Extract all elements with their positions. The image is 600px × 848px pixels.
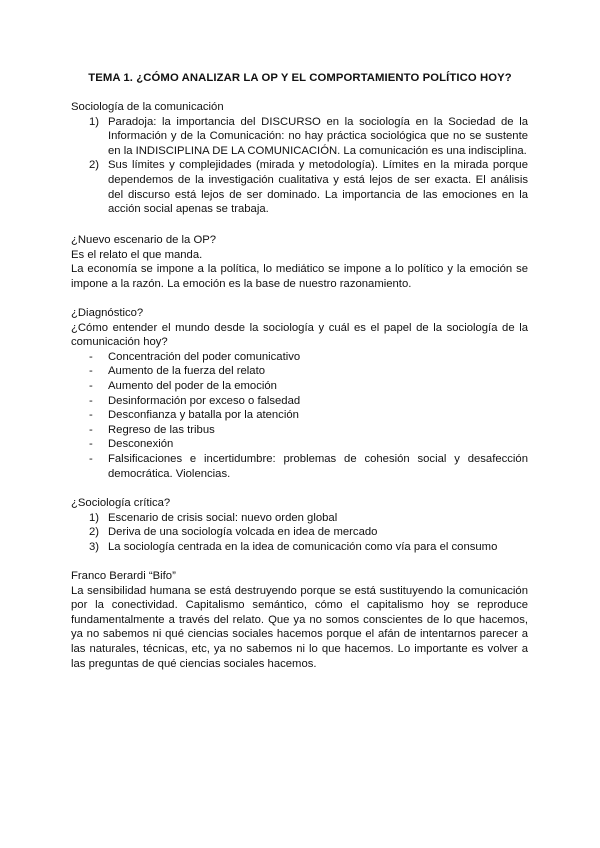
item-text: Concentración del poder comunicativo bbox=[108, 350, 301, 363]
numbered-list bbox=[71, 511, 528, 555]
item-text: Sus límites y complejidades (mirada y metodología). Límites en la mirada porque dependemos de la investigación cualitativa y está lejos de ser exacta. El análisis del discurso está lejos de ser dominado. La importancia de las emociones en la acción social apenas se trabaja. bbox=[108, 159, 528, 216]
section-heading: Franco Berardi “Bifo” bbox=[71, 570, 176, 582]
numbered-list bbox=[71, 115, 528, 217]
paragraph: Es el relato el que manda. bbox=[71, 248, 203, 261]
paragraph: ¿Cómo entender el mundo desde la sociología y cuál es el papel de la sociología de la comunicación hoy? bbox=[71, 321, 528, 349]
list-item bbox=[71, 364, 528, 379]
list-item bbox=[71, 394, 528, 409]
item-text: Aumento de la fuerza del relato bbox=[108, 365, 265, 378]
dash-bullet: - bbox=[89, 423, 93, 436]
item-text: Desconfianza y batalla por la atención bbox=[108, 409, 299, 422]
section-heading: Sociología de la comunicación bbox=[71, 101, 224, 113]
item-number: 2) bbox=[89, 526, 100, 539]
list-item bbox=[71, 423, 528, 438]
item-text: Desinformación por exceso o falsedad bbox=[108, 394, 301, 407]
item-text: Falsificaciones e incertidumbre: problemas de cohesión social y desafección democrática. Violencias. bbox=[108, 452, 528, 480]
dash-bullet: - bbox=[89, 409, 93, 422]
list-item bbox=[71, 115, 528, 159]
list-item bbox=[71, 452, 528, 481]
document-title: TEMA 1. ¿CÓMO ANALIZAR LA OP Y EL COMPORTAMIENTO POLÍTICO HOY? bbox=[88, 72, 512, 84]
item-number: 2) bbox=[89, 159, 100, 172]
item-text: Paradoja: la importancia del DISCURSO en la sociología en la Sociedad de la Información y de la Comunicación: no hay práctica sociológica que no se sustente en la INDISCIPLINA DE LA COMUNICACIÓN. La comunicación es una indisciplina. bbox=[108, 115, 528, 157]
dash-bullet: - bbox=[89, 452, 93, 465]
dash-bullet: - bbox=[89, 394, 93, 407]
paragraph: La economía se impone a la política, lo mediático se impone a lo político y la emoción se impone a la razón. La emoción es la base de nuestro razonamiento. bbox=[71, 263, 528, 290]
section-heading: ¿Diagnóstico? bbox=[71, 307, 144, 319]
item-text: Escenario de crisis social: nuevo orden global bbox=[108, 511, 338, 524]
section-nuevo-escenario bbox=[71, 233, 528, 291]
list-item bbox=[71, 511, 528, 526]
paragraph: La sensibilidad humana se está destruyendo porque se está sustituyendo la comunicación por la conectividad. Capitalismo semántico, cómo el capitalismo hoy se reproduce fundamentalmente a través del relato. Que ya no somos conscientes de lo que hacemos, ya no sabemos ni qué ciencias sociales hacemos porque el afán de intentarnos parecer a las naturales, técnicas, etc, ya no sabemos ni lo que hacemos. Lo importante es volver a las preguntas de qué ciencias sociales hacemos. bbox=[71, 584, 528, 670]
dash-bullet: - bbox=[89, 438, 93, 451]
item-text: Regreso de las tribus bbox=[108, 423, 215, 436]
item-number: 1) bbox=[89, 115, 100, 128]
dash-list bbox=[71, 350, 528, 481]
section-heading: ¿Nuevo escenario de la OP? bbox=[71, 234, 217, 246]
item-text: La sociología centrada en la idea de comunicación como vía para el consumo bbox=[108, 540, 498, 553]
section-franco-berardi bbox=[71, 569, 528, 671]
list-item bbox=[71, 379, 528, 394]
dash-bullet: - bbox=[89, 365, 93, 378]
item-number: 1) bbox=[89, 511, 100, 524]
item-text: Deriva de una sociología volcada en idea de mercado bbox=[108, 526, 378, 539]
item-number: 3) bbox=[89, 540, 100, 553]
list-item bbox=[71, 437, 528, 452]
list-item bbox=[71, 350, 528, 365]
item-text: Aumento del poder de la emoción bbox=[108, 379, 277, 392]
list-item bbox=[71, 540, 528, 555]
section-sociologia-critica bbox=[71, 496, 528, 554]
dash-bullet: - bbox=[89, 379, 93, 392]
section-heading: ¿Sociología crítica? bbox=[71, 497, 171, 509]
section-sociologia-comunicacion bbox=[71, 100, 528, 217]
section-diagnostico bbox=[71, 306, 528, 481]
list-item bbox=[71, 525, 528, 540]
list-item bbox=[71, 158, 528, 216]
item-text: Desconexión bbox=[108, 438, 174, 451]
dash-bullet: - bbox=[89, 350, 93, 363]
list-item bbox=[71, 408, 528, 423]
